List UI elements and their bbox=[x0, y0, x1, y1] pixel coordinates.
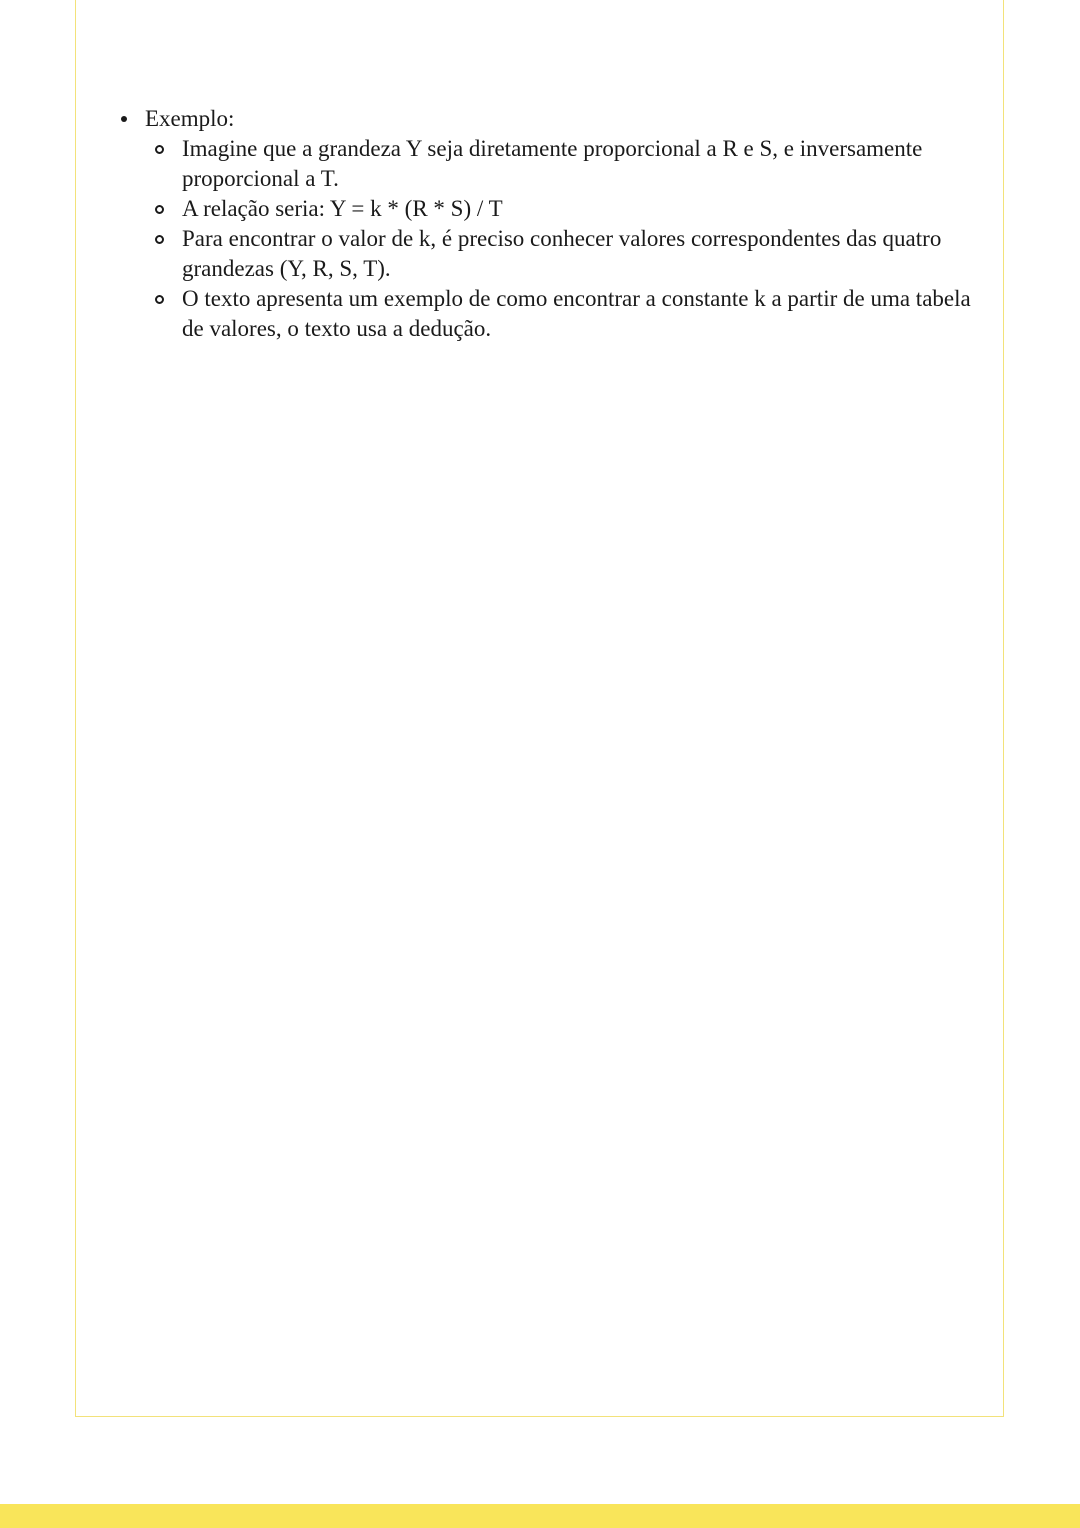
sub-list-item bbox=[145, 134, 978, 194]
sub-list-item-text: Imagine que a grandeza Y seja diretamente proporcional a R e S, e inversamente proporcional a T. bbox=[182, 136, 923, 191]
hollow-bullet-icon bbox=[155, 205, 164, 214]
sub-list-item bbox=[145, 194, 978, 224]
list-item-exemplo bbox=[118, 104, 978, 344]
hollow-bullet-icon bbox=[155, 145, 164, 154]
document-content bbox=[118, 104, 978, 344]
sub-list-item-text: Para encontrar o valor de k, é preciso conhecer valores correspondentes das quatro grandezas (Y, R, S, T). bbox=[182, 226, 942, 281]
sub-list-item-text: A relação seria: Y = k * (R * S) / T bbox=[182, 196, 503, 221]
sub-list-item bbox=[145, 224, 978, 284]
sub-list-item bbox=[145, 284, 978, 344]
hollow-bullet-icon bbox=[155, 295, 164, 304]
sub-list-item-text: O texto apresenta um exemplo de como encontrar a constante k a partir de uma tabela de valores, o texto usa a dedução. bbox=[182, 286, 971, 341]
bullet-icon bbox=[121, 116, 127, 122]
hollow-bullet-icon bbox=[155, 235, 164, 244]
bottom-accent-band bbox=[0, 1504, 1080, 1528]
list-item-label: Exemplo: bbox=[145, 106, 235, 131]
sub-bullet-list bbox=[145, 134, 978, 344]
bullet-list bbox=[118, 104, 978, 344]
